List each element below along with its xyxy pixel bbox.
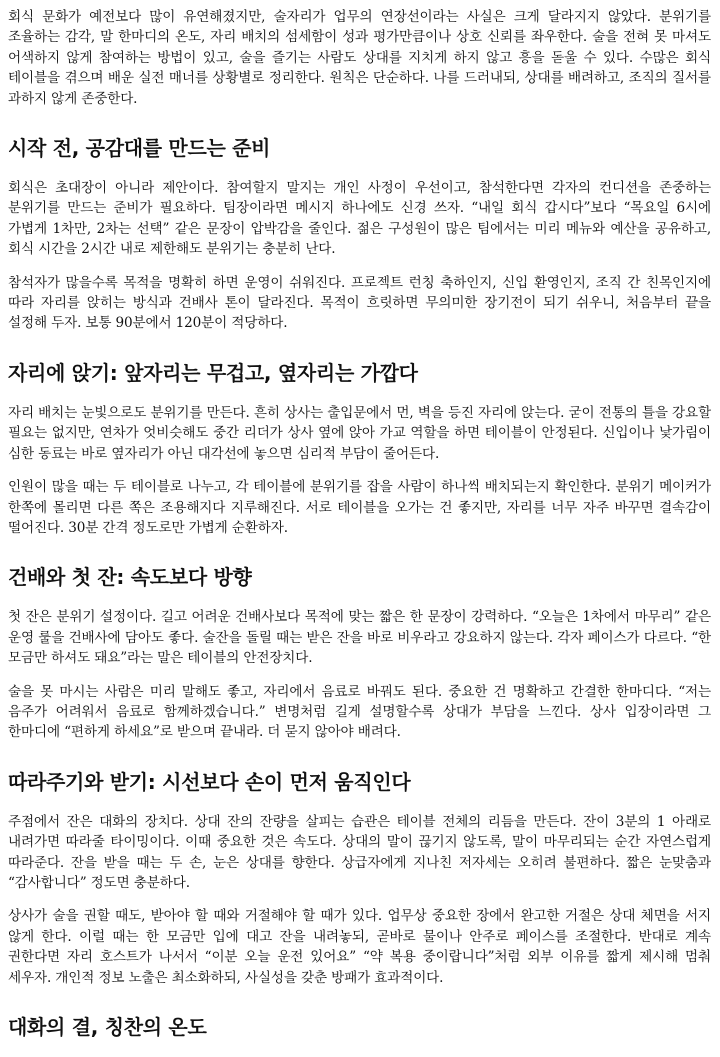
- section-heading-pouring: 따라주기와 받기: 시선보다 손이 먼저 움직인다: [8, 769, 411, 794]
- section-paragraph: 참석자가 많을수록 목적을 명확히 하면 운영이 쉬워진다. 프로젝트 런칭 축하인지, 신입 환영인지, 조직 간 친목인지에 따라 자리를 앉히는 방식과 건배사 톤이 달라진다. 목적이 흐릿하면 무의미한 장기전이 되기 쉬우니, 처음부터 끝을 설정해 두자. 보통 90분에서 120분이 적당하다.: [8, 274, 711, 332]
- section-heading-toast: 건배와 첫 잔: 속도보다 방향: [8, 565, 252, 590]
- intro-paragraph: 회식 문화가 예전보다 많이 유연해졌지만, 술자리가 업무의 연장선이라는 사실은 크게 달라지지 않았다. 분위기를 조율하는 감각, 말 한마디의 온도, 자리 배치의 섬세함이 성과 평가만큼이나 상호 신뢰를 좌우한다. 술을 전혀 못 마셔도 어색하지 않게 참여하는 방법이 있고, 술을 즐기는 사람도 상대를 지치게 하지 않고 흥을 돋울 수 있다. 수많은 회식 테이블을 겪으며 배운 실전 매너를 상황별로 정리한다. 원칙은 단순하다. 나를 드러내되, 상대를 배려하고, 조직의 질서를 과하지 않게 존중한다.: [8, 9, 711, 107]
- section-paragraph: 주점에서 잔은 대화의 장치다. 상대 잔의 잔량을 살피는 습관은 테이블 전체의 리듬을 만든다. 잔이 3분의 1 아래로 내려가면 따라줄 타이밍이다. 이때 중요한 것은 속도다. 상대의 말이 끊기지 않도록, 말이 마무리되는 순간 자연스럽게 따라준다. 잔을 받을 때는 두 손, 눈은 상대를 향한다. 상급자에게 지나친 저자세는 오히려 불편하다. 짧은 눈맞춤과 “감사합니다” 정도면 충분하다.: [8, 813, 711, 891]
- section-paragraph: 술을 못 마시는 사람은 미리 말해도 좋고, 자리에서 음료로 바꿔도 된다. 중요한 건 명확하고 간결한 한마디다. “저는 음주가 어려워서 음료로 함께하겠습니다.” 변명처럼 길게 설명할수록 상대가 부담을 느낀다. 상사 입장이라면 그 한마디에 “편하게 하세요”로 받으며 끝내라. 더 묻지 않아야 배려다.: [8, 683, 711, 741]
- article: [8, 7, 711, 1057]
- section-heading-preparation: 시작 전, 공감대를 만드는 준비: [8, 136, 271, 161]
- section-paragraph: 첫 잔은 분위기 설정이다. 길고 어려운 건배사보다 목적에 맞는 짧은 한 문장이 강력하다. “오늘은 1차에서 마무리” 같은 운영 룰을 건배사에 담아도 좋다. 술잔을 돌릴 때는 받은 잔을 바로 비우라고 강요하지 않는다. 각자 페이스가 다르다. “한 모금만 하셔도 돼요”라는 말은 테이블의 안전장치다.: [8, 609, 711, 667]
- section-paragraph: 상사가 술을 권할 때도, 받아야 할 때와 거절해야 할 때가 있다. 업무상 중요한 장에서 완고한 거절은 상대 체면을 서지 않게 한다. 이럴 때는 한 모금만 입에 대고 잔을 내려놓되, 곧바로 물이나 안주로 페이스를 조절한다. 반대로 계속 권한다면 자리 호스트가 나서서 “이분 오늘 운전 있어요” “약 복용 중이랍니다”처럼 외부 이유를 짧게 제시해 멈춰 세우자. 개인적 정보 노출은 최소화하되, 사실성을 갖춘 방패가 효과적이다.: [8, 908, 711, 986]
- section-paragraph: 자리 배치는 눈빛으로도 분위기를 만든다. 흔히 상사는 출입문에서 먼, 벽을 등진 자리에 앉는다. 굳이 전통의 틀을 강요할 필요는 없지만, 연차가 엇비슷해도 중간 리더가 상사 옆에 앉아 가교 역할을 하면 테이블이 안정된다. 신입이나 낯가림이 심한 동료는 바로 옆자리가 아닌 대각선에 놓으면 심리적 부담이 줄어든다.: [8, 404, 711, 462]
- section-paragraph: 회식은 초대장이 아니라 제안이다. 참여할지 말지는 개인 사정이 우선이고, 참석한다면 각자의 컨디션을 존중하는 분위기를 만드는 준비가 필요하다. 팀장이라면 메시지 하나에도 신경 쓰자. “내일 회식 갑시다”보다 “목요일 6시에 가볍게 1차만, 2차는 선택” 같은 문장이 압박감을 줄인다. 젊은 구성원이 많은 팀에서는 미리 메뉴와 예산을 공유하고, 회식 시간을 2시간 내로 제한해도 분위기는 충분히 난다.: [8, 180, 711, 258]
- section-heading-conversation: 대화의 결, 칭찬의 온도: [8, 1015, 207, 1039]
- section-paragraph: 인원이 많을 때는 두 테이블로 나누고, 각 테이블에 분위기를 잡을 사람이 하나씩 배치되는지 확인한다. 분위기 메이커가 한쪽에 몰리면 다른 쪽은 조용해지다 지루해진다. 서로 테이블을 오가는 건 좋지만, 자리를 너무 자주 바꾸면 결속감이 떨어진다. 30분 간격 정도로만 가볍게 순환하자.: [8, 479, 711, 536]
- section-heading-seating: 자리에 앉기: 앞자리는 무겁고, 옆자리는 가깝다: [8, 360, 418, 385]
